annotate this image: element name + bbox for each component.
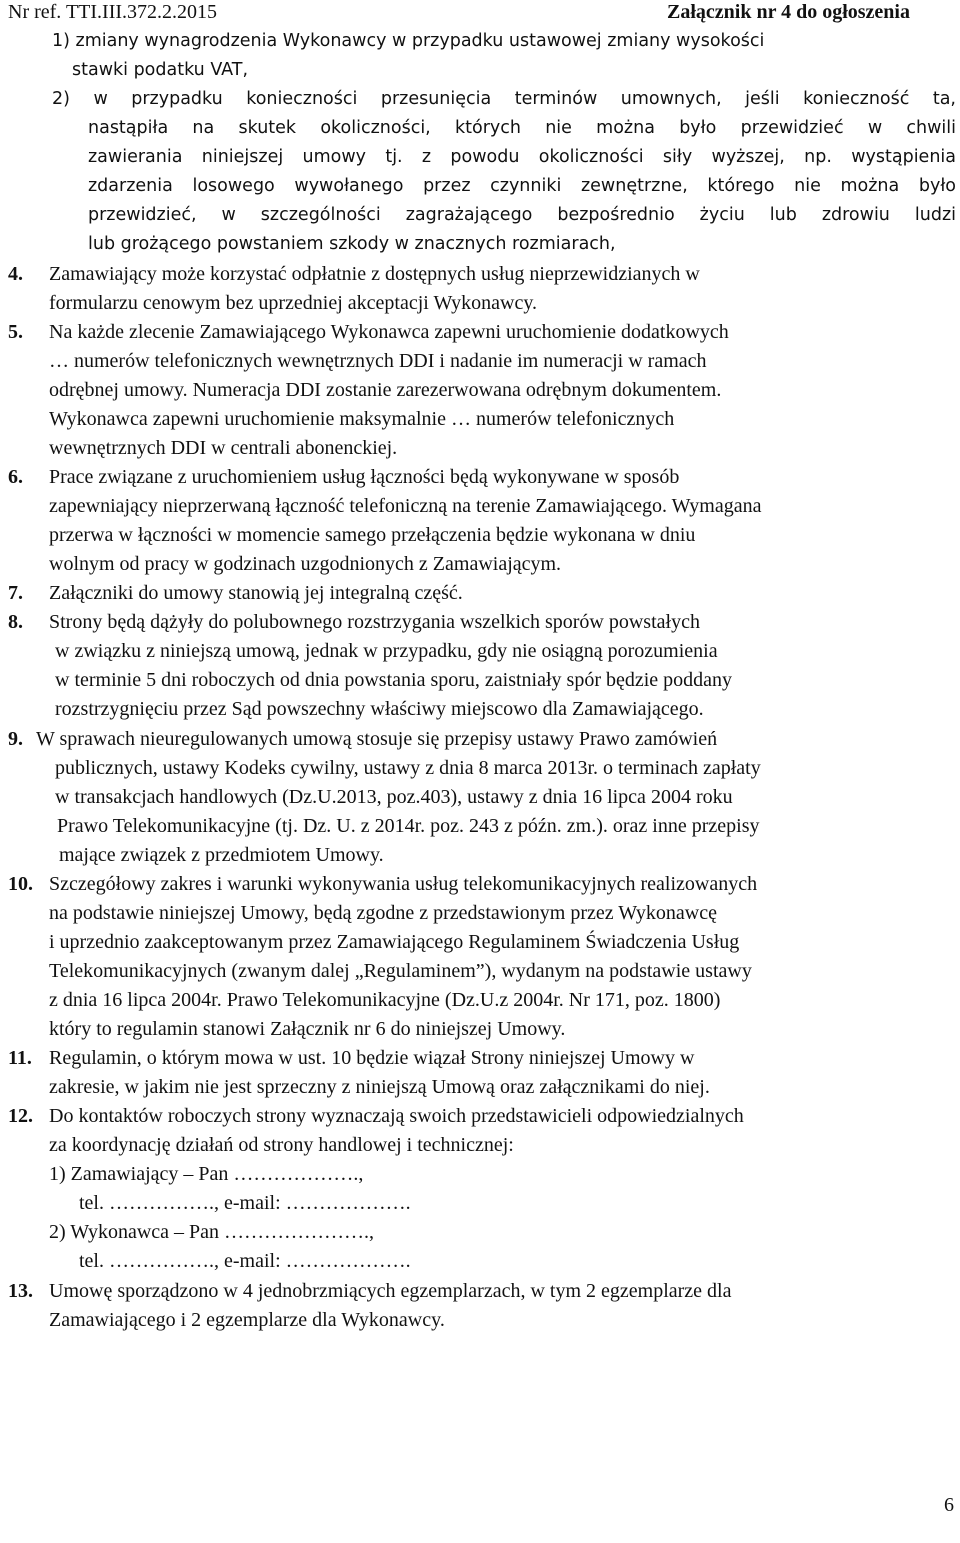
text-line: … numerów telefonicznych wewnętrznych DDI i nadanie im numeracji w ramach <box>49 350 707 372</box>
text-line: stawki podatku VAT, <box>72 60 249 80</box>
clause-number: 11. <box>8 1047 32 1069</box>
text-line: Umowę sporządzono w 4 jednobrzmiących egzemplarzach, w tym 2 egzemplarze dla <box>49 1280 732 1302</box>
attachment-title: Załącznik nr 4 do ogłoszenia <box>667 1 910 23</box>
text-line: Zamawiający może korzystać odpłatnie z dostępnych usług nieprzewidzianych w <box>49 263 700 285</box>
text-line: publicznych, ustawy Kodeks cywilny, ustawy z dnia 8 marca 2013r. o terminach zapłaty <box>55 757 761 779</box>
clause-number: 4. <box>8 263 23 285</box>
text-line: 1) Zamawiający – Pan ………………., <box>49 1163 364 1185</box>
clause-number: 6. <box>8 466 23 488</box>
text-line: wewnętrznych DDI w centrali abonenckiej. <box>49 437 398 459</box>
text-line: który to regulamin stanowi Załącznik nr 6 do niniejszej Umowy. <box>49 1018 566 1040</box>
text-line: zapewniający nieprzerwaną łączność telefoniczną na terenie Zamawiającego. Wymagana <box>49 495 762 517</box>
clause-number: 8. <box>8 611 23 633</box>
text-line: rozstrzygnięciu przez Sąd powszechny właściwy miejscowo dla Zamawiającego. <box>55 698 704 720</box>
text-line: Prawo Telekomunikacyjne (tj. Dz. U. z 2014r. poz. 243 z późn. zm.). oraz inne przepisy <box>57 815 760 837</box>
page-number: 6 <box>944 1494 954 1516</box>
text-line: zakresie, w jakim nie jest sprzeczny z niniejszą Umową oraz załącznikami do niej. <box>49 1076 710 1098</box>
clause-number: 5. <box>8 321 23 343</box>
text-line: zdarzenia losowego wywołanego przez czynniki zewnętrzne, którego nie można było <box>88 176 956 196</box>
text-line: formularzu cenowym bez uprzedniej akceptacji Wykonawcy. <box>49 292 538 314</box>
text-line: lub grożącego powstaniem szkody w znacznych rozmiarach, <box>88 234 616 254</box>
text-line: przerwa w łączności w momencie samego przełączenia będzie wykonana w dniu <box>49 524 696 546</box>
text-line: zawierania niniejszej umowy tj. z powodu okoliczności siły wyższej, np. wystąpienia <box>88 147 956 167</box>
clause-number: 9. <box>8 728 23 750</box>
text-line: W sprawach nieuregulowanych umową stosuje się przepisy ustawy Prawo zamówień <box>36 728 718 750</box>
clause-number: 12. <box>8 1105 33 1127</box>
text-line: 2) Wykonawca – Pan …………………., <box>49 1221 375 1243</box>
clause-number: 7. <box>8 582 23 604</box>
text-line: przewidzieć, w szczególności zagrażającego bezpośrednio życiu lub zdrowiu ludzi <box>88 205 956 225</box>
text-line: Wykonawca zapewni uruchomienie maksymalnie … numerów telefonicznych <box>49 408 675 430</box>
clause-number: 13. <box>8 1280 33 1302</box>
text-line: Prace związane z uruchomieniem usług łączności będą wykonywane w sposób <box>49 466 680 488</box>
text-line: mające związek z przedmiotem Umowy. <box>59 844 384 866</box>
text-line: za koordynację działań od strony handlowej i technicznej: <box>49 1134 514 1156</box>
text-line: wolnym od pracy w godzinach uzgodnionych z Zamawiającym. <box>49 553 562 575</box>
text-line: w transakcjach handlowych (Dz.U.2013, poz.403), ustawy z dnia 16 lipca 2004 roku <box>55 786 733 808</box>
text-line: 2) w przypadku konieczności przesunięcia terminów umownych, jeśli konieczność ta, <box>52 89 956 109</box>
text-line: Zamawiającego i 2 egzemplarze dla Wykonawcy. <box>49 1309 445 1331</box>
text-line: Strony będą dążyły do polubownego rozstrzygania wszelkich sporów powstałych <box>49 611 700 633</box>
text-line: w terminie 5 dni roboczych od dnia powstania sporu, zaistniały spór będzie poddany <box>55 669 733 691</box>
text-line: Szczegółowy zakres i warunki wykonywania usług telekomunikacyjnych realizowanych <box>49 873 758 895</box>
text-line: nastąpiła na skutek okoliczności, których nie można było przewidzieć w chwili <box>88 118 956 138</box>
page-header <box>0 0 960 26</box>
text-line: Do kontaktów roboczych strony wyznaczają swoich przedstawicieli odpowiedzialnych <box>49 1105 744 1127</box>
text-line: w związku z niniejszą umową, jednak w przypadku, gdy nie osiągną porozumienia <box>55 640 718 662</box>
text-line: Załączniki do umowy stanowią jej integralną część. <box>49 582 463 604</box>
text-line: z dnia 16 lipca 2004r. Prawo Telekomunikacyjne (Dz.U.z 2004r. Nr 171, poz. 1800) <box>49 989 721 1011</box>
text-line: Na każde zlecenie Zamawiającego Wykonawca zapewni uruchomienie dodatkowych <box>49 321 729 343</box>
text-line: Regulamin, o którym mowa w ust. 10 będzie wiązał Strony niniejszej Umowy w <box>49 1047 695 1069</box>
text-line: i uprzednio zaakceptowanym przez Zamawiającego Regulaminem Świadczenia Usług <box>49 931 740 953</box>
reference-number: Nr ref. TTI.III.372.2.2015 <box>8 1 218 23</box>
text-line: odrębnej umowy. Numeracja DDI zostanie zarezerwowana odrębnym dokumentem. <box>49 379 722 401</box>
text-line: na podstawie niniejszej Umowy, będą zgodne z przedstawionym przez Wykonawcę <box>49 902 718 924</box>
clause-number: 10. <box>8 873 33 895</box>
text-line: 1) zmiany wynagrodzenia Wykonawcy w przypadku ustawowej zmiany wysokości <box>52 31 765 51</box>
text-line: Telekomunikacyjnych (zwanym dalej „Regulaminem”), wydanym na podstawie ustawy <box>49 960 752 982</box>
text-line: tel. ……………., e-mail: ………………. <box>79 1250 411 1272</box>
text-line: tel. ……………., e-mail: ………………. <box>79 1192 411 1214</box>
